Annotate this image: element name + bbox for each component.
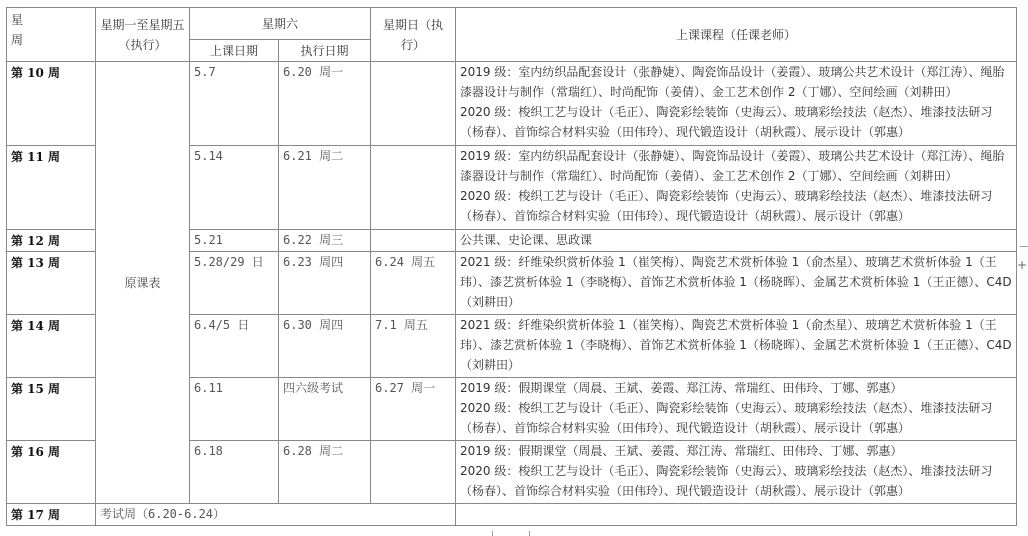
week-label: 第 15 周 bbox=[7, 378, 96, 441]
add-column-icon[interactable]: + bbox=[1016, 258, 1027, 272]
sunday-exec-date bbox=[371, 62, 456, 146]
week-label: 第 14 周 bbox=[7, 315, 96, 378]
week-label: 第 13 周 bbox=[7, 252, 96, 315]
header-week-col: 星 周 bbox=[7, 8, 96, 62]
sat-exec-date: 四六级考试 bbox=[279, 378, 371, 441]
header-sat-exec-date: 执行日期 bbox=[279, 40, 371, 62]
sat-class-date: 6.18 bbox=[190, 441, 279, 504]
course-list bbox=[456, 315, 1017, 378]
header-saturday: 星期六 bbox=[190, 8, 371, 40]
header-mon-fri: 星期一至星期五（执行） bbox=[96, 8, 190, 62]
sat-exec-date: 6.23 周四 bbox=[279, 252, 371, 315]
sunday-exec-date bbox=[371, 230, 456, 252]
course-line: 2020 级：梭织工艺与设计（毛正）、陶瓷彩绘装饰（史海云）、玻璃彩绘技法（赵杰）、堆漆技法研习（杨春）、首饰综合材料实验（田伟玲）、现代锻造设计（胡秋霞）、展示设计（郭惠） bbox=[460, 464, 993, 498]
bottom-marker bbox=[492, 531, 530, 536]
course-line: 2019 级：假期课堂（周晨、王斌、姜霞、郑江涛、常瑞红、田伟玲、丁娜、郭惠） bbox=[460, 444, 903, 458]
course-list bbox=[456, 230, 1017, 252]
sunday-exec-date bbox=[371, 441, 456, 504]
table-row bbox=[7, 62, 1017, 146]
course-line: 2020 级：梭织工艺与设计（毛正）、陶瓷彩绘装饰（史海云）、玻璃彩绘技法（赵杰）、堆漆技法研习（杨春）、首饰综合材料实验（田伟玲）、现代锻造设计（胡秋霞）、展示设计（郭惠） bbox=[460, 401, 993, 435]
course-list bbox=[456, 441, 1017, 504]
sunday-exec-date: 7.1 周五 bbox=[371, 315, 456, 378]
sat-class-date: 5.14 bbox=[190, 146, 279, 230]
week-label: 第 11 周 bbox=[7, 146, 96, 230]
course-list bbox=[456, 62, 1017, 146]
empty-cell bbox=[456, 504, 1017, 526]
sat-exec-date: 6.30 周四 bbox=[279, 315, 371, 378]
course-line: 2021 级：纤维染织赏析体验 1（崔笑梅）、陶瓷艺术赏析体验 1（俞杰星）、玻璃艺术赏析体验 1（王玮）、漆艺赏析体验 1（李晓梅）、首饰艺术赏析体验 1（杨晓晖）、金属艺术赏析体验 1（王正德）、C4D（刘耕田） bbox=[460, 255, 1012, 309]
schedule-table bbox=[6, 7, 1017, 526]
sat-exec-date: 6.22 周三 bbox=[279, 230, 371, 252]
course-line: 2019 级：室内纺织品配套设计（张静婕）、陶瓷饰品设计（姜霞）、玻璃公共艺术设计（郑江涛）、绳胎漆器设计与制作（常瑞红）、时尚配饰（姜倩）、金工艺术创作 2（丁娜）、空间绘画（刘耕田） bbox=[460, 65, 1005, 99]
sunday-exec-date bbox=[371, 146, 456, 230]
sat-class-date: 5.21 bbox=[190, 230, 279, 252]
exam-week-note: 考试周（6.20-6.24） bbox=[96, 504, 456, 526]
course-line: 2019 级：假期课堂（周晨、王斌、姜霞、郑江涛、常瑞红、田伟玲、丁娜、郭惠） bbox=[460, 381, 903, 395]
mon-fri-merged: 原课表 bbox=[96, 62, 190, 504]
week-label: 第 16 周 bbox=[7, 441, 96, 504]
course-line: 2020 级：梭织工艺与设计（毛正）、陶瓷彩绘装饰（史海云）、玻璃彩绘技法（赵杰）、堆漆技法研习（杨春）、首饰综合材料实验（田伟玲）、现代锻造设计（胡秋霞）、展示设计（郭惠） bbox=[460, 105, 993, 139]
header-sunday: 星期日（执行） bbox=[371, 8, 456, 62]
header-sat-class-date: 上课日期 bbox=[190, 40, 279, 62]
course-line: 2021 级：纤维染织赏析体验 1（崔笑梅）、陶瓷艺术赏析体验 1（俞杰星）、玻璃艺术赏析体验 1（王玮）、漆艺赏析体验 1（李晓梅）、首饰艺术赏析体验 1（杨晓晖）、金属艺术赏析体验 1（王正德）、C4D（刘耕田） bbox=[460, 318, 1012, 372]
course-list bbox=[456, 378, 1017, 441]
sat-class-date: 5.28/29 日 bbox=[190, 252, 279, 315]
sunday-exec-date: 6.24 周五 bbox=[371, 252, 456, 315]
course-line: 公共课、史论课、思政课 bbox=[460, 233, 593, 247]
sat-class-date: 6.4/5 日 bbox=[190, 315, 279, 378]
table-row-exam-week bbox=[7, 504, 1017, 526]
course-line: 2020 级：梭织工艺与设计（毛正）、陶瓷彩绘装饰（史海云）、玻璃彩绘技法（赵杰）、堆漆技法研习（杨春）、首饰综合材料实验（田伟玲）、现代锻造设计（胡秋霞）、展示设计（郭惠） bbox=[460, 189, 993, 223]
week-label: 第 17 周 bbox=[7, 504, 96, 526]
sunday-exec-date: 6.27 周一 bbox=[371, 378, 456, 441]
course-list bbox=[456, 252, 1017, 315]
course-line: 2019 级：室内纺织品配套设计（张静婕）、陶瓷饰品设计（姜霞）、玻璃公共艺术设计（郑江涛）、绳胎漆器设计与制作（常瑞红）、时尚配饰（姜倩）、金工艺术创作 2（丁娜）、空间绘画（刘耕田） bbox=[460, 149, 1005, 183]
sat-class-date: 6.11 bbox=[190, 378, 279, 441]
sat-exec-date: 6.20 周一 bbox=[279, 62, 371, 146]
sat-class-date: 5.7 bbox=[190, 62, 279, 146]
header-courses: 上课课程（任课老师） bbox=[456, 8, 1017, 62]
edge-marker bbox=[1020, 246, 1028, 247]
sat-exec-date: 6.21 周二 bbox=[279, 146, 371, 230]
week-label: 第 10 周 bbox=[7, 62, 96, 146]
week-label: 第 12 周 bbox=[7, 230, 96, 252]
course-list bbox=[456, 146, 1017, 230]
sat-exec-date: 6.28 周二 bbox=[279, 441, 371, 504]
